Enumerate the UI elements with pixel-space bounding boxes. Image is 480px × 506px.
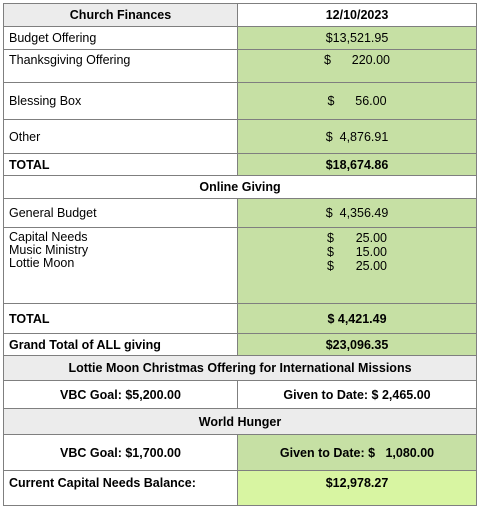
lottie-moon-progress-row [4, 381, 477, 409]
amount-text: $ 4,876.91 [325, 129, 389, 144]
currency-symbol: $ [327, 245, 334, 259]
amount-text: $ 4,356.49 [325, 206, 389, 220]
music-ministry-amount [327, 246, 387, 259]
world-hunger-heading: World Hunger [4, 409, 477, 435]
grand-total-label: Grand Total of ALL giving [4, 334, 238, 356]
offering-row-budget [4, 27, 477, 50]
amount-text: $ 56.00 [327, 94, 387, 108]
offering-label: Blessing Box [4, 83, 238, 120]
designated-gifts-amounts [238, 228, 477, 304]
lottie-moon-amount [327, 260, 387, 273]
lottie-moon-heading: Lottie Moon Christmas Offering for International Missions [4, 356, 477, 381]
offering-amount [238, 120, 477, 154]
designated-gifts-row [4, 228, 477, 304]
online-total-row [4, 304, 477, 334]
offering-row-other [4, 120, 477, 154]
online-giving-heading-row [4, 176, 477, 199]
capital-balance-label: Current Capital Needs Balance: [4, 471, 238, 506]
currency-symbol: $ [327, 259, 334, 273]
world-hunger-progress-row [4, 435, 477, 471]
online-total-amount: $ 4,421.49 [238, 304, 477, 334]
amount-value: 15.00 [355, 245, 387, 259]
amount-value: 25.00 [355, 259, 387, 273]
offering-row-thanksgiving [4, 50, 477, 83]
offering-row-blessing-box [4, 83, 477, 120]
grand-total-amount: $23,096.35 [238, 334, 477, 356]
offering-label: Thanksgiving Offering [4, 50, 238, 83]
currency-symbol: $ [327, 231, 334, 245]
report-date: 12/10/2023 [238, 4, 477, 27]
world-hunger-goal: VBC Goal: $1,700.00 [4, 435, 238, 471]
offering-amount [238, 83, 477, 120]
table-title: Church Finances [4, 4, 238, 27]
general-budget-row [4, 199, 477, 228]
lottie-moon-label: Lottie Moon [9, 256, 75, 270]
offering-amount [238, 50, 477, 83]
amount-value: 25.00 [355, 231, 387, 245]
total-amount: $18,674.86 [238, 154, 477, 176]
lottie-moon-goal: VBC Goal: $5,200.00 [4, 381, 238, 409]
world-hunger-given [238, 435, 477, 471]
lottie-moon-given: Given to Date: $ 2,465.00 [238, 381, 477, 409]
offering-amount [238, 27, 477, 50]
capital-balance-row [4, 471, 477, 506]
lottie-moon-heading-row [4, 356, 477, 381]
amount-text: $13,521.95 [325, 31, 389, 45]
total-row [4, 154, 477, 176]
music-ministry-label: Music Ministry [9, 243, 89, 257]
grand-total-row [4, 334, 477, 356]
capital-balance-amount: $12,978.27 [238, 471, 477, 506]
designated-gifts-labels [4, 228, 238, 304]
total-label: TOTAL [4, 154, 238, 176]
capital-needs-label: Capital Needs [9, 230, 88, 244]
online-total-label: TOTAL [4, 304, 238, 334]
header-row [4, 4, 477, 27]
online-giving-heading: Online Giving [4, 176, 477, 199]
offering-label: Budget Offering [4, 27, 238, 50]
offering-label: Other [4, 120, 238, 154]
world-hunger-heading-row [4, 409, 477, 435]
amount-text: $ 220.00 [323, 53, 391, 67]
general-budget-amount [238, 199, 477, 228]
general-budget-label: General Budget [4, 199, 238, 228]
church-finances-table [3, 3, 477, 506]
capital-needs-amount [327, 232, 387, 245]
given-text: Given to Date: $ 1,080.00 [279, 445, 435, 460]
